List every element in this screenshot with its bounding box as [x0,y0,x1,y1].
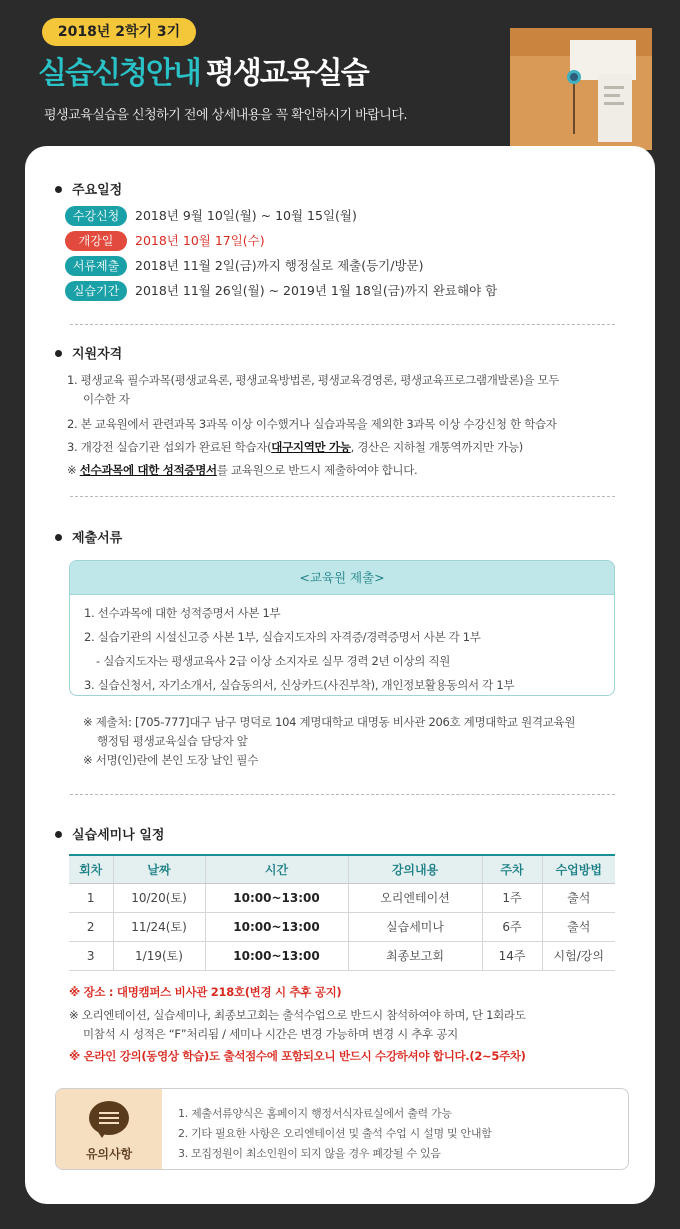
bullet-icon [55,186,62,193]
table-cell: 10:00~13:00 [205,883,348,912]
schedule-badge: 수강신청 [65,206,127,226]
schedule-badge: 서류제출 [65,256,127,276]
table-cell: 6주 [482,912,542,941]
signature-note: ※ 서명(인)란에 본인 도장 날인 필수 [83,753,259,767]
schedule-badge: 실습기간 [65,281,127,301]
document-item: 1. 선수과목에 대한 성적증명서 사본 1부 [84,606,281,620]
section-divider [70,794,615,795]
table-cell: 최종보고회 [348,941,482,970]
table-cell: 1/19(토) [113,941,205,970]
schedule-text: 2018년 11월 2일(금)까지 행정실로 제출(등기/방문) [135,257,424,273]
caution-item: 3. 모집정원이 최소인원이 되지 않을 경우 폐강될 수 있음 [178,1147,441,1160]
schedule-text: 2018년 9월 10일(월) ~ 10월 15일(월) [135,207,357,223]
column-header: 회차 [69,855,113,883]
table-cell: 11/24(토) [113,912,205,941]
submission-note-cont: 행정팀 평생교육실습 담당자 앞 [97,734,248,748]
seminar-heading: 실습세미나 일정 [55,824,164,843]
schedule-heading: 주요일정 [55,179,122,198]
table-cell: 10/20(토) [113,883,205,912]
highlight-text: 대구지역만 가능 [271,440,351,454]
document-item: 3. 실습신청서, 자기소개서, 실습동의서, 신상카드(사진부착), 개인정보활용동의서 각 1부 [84,678,515,692]
submission-note: ※ 제출처: [705-777]대구 남구 명덕로 104 계명대학교 대명동 비사관 206호 계명대학교 원격교육원 [83,715,576,729]
page-header [0,0,680,150]
schedule-item [65,230,265,250]
schedule-item [65,205,357,225]
highlight-text: 선수과목에 대한 성적증명서 [79,463,217,477]
title-part1: 실습신청안내 [38,56,200,91]
bullet-icon [55,350,62,357]
table-cell: 시험/강의 [542,941,615,970]
seminar-table [69,854,615,971]
qualification-item: 3. 개강전 실습기관 섭외가 완료된 학습자(대구지역만 가능, 경산은 지하철 개통역까지만 가능) [67,440,523,454]
documents-box-title: <교육원 제출> [70,561,614,595]
table-cell: 오리엔테이션 [348,883,482,912]
term-badge: 2018년 2학기 3기 [42,18,196,46]
column-header: 수업방법 [542,855,615,883]
column-header: 주차 [482,855,542,883]
speech-bubble-icon [89,1101,129,1135]
table-cell: 2 [69,912,113,941]
table-cell: 14주 [482,941,542,970]
qualification-item: 1. 평생교육 필수과목(평생교육론, 평생교육방법론, 평생교육경영론, 평생교육프로그램개발론)을 모두 [67,373,560,387]
qualification-heading: 지원자격 [55,343,122,362]
column-header: 날짜 [113,855,205,883]
attendance-note: ※ 오리엔테이션, 실습세미나, 최종보고회는 출석수업으로 반드시 참석하여야 하며, 단 1회라도 [69,1008,526,1022]
column-header: 시간 [205,855,348,883]
table-cell: 출석 [542,912,615,941]
table-row [69,883,615,912]
caution-item: 1. 제출서류양식은 홈페이지 행정서식자료실에서 출력 가능 [178,1107,452,1120]
table-cell: 출석 [542,883,615,912]
table-cell: 실습세미나 [348,912,482,941]
schedule-item [65,255,423,275]
schedule-badge: 개강일 [65,231,127,251]
section-divider [70,324,615,325]
title-part2: 평생교육실습 [205,56,368,91]
bullet-icon [55,831,62,838]
table-cell: 10:00~13:00 [205,941,348,970]
table-row [69,912,615,941]
documents-heading: 제출서류 [55,527,122,546]
content-card [25,146,655,1204]
caution-label-area [56,1089,162,1170]
table-header-row [69,855,615,883]
section-divider [70,496,615,497]
qualification-item-cont: 이수한 자 [83,392,130,406]
caution-label: 유의사항 [85,1147,133,1161]
attendance-note-cont: 미참석 시 성적은 “F”처리됨 / 세미나 시간은 변경 가능하며 변경 시 추후 공지 [83,1027,458,1041]
document-subitem: - 실습지도자는 평생교육사 2급 이상 소지자로 실무 경력 2년 이상의 직원 [96,654,451,668]
schedule-item [65,280,497,300]
page-subtitle: 평생교육실습을 신청하기 전에 상세내용을 꼭 확인하시기 바랍니다. [44,108,408,123]
table-cell: 3 [69,941,113,970]
schedule-text: 2018년 11월 26일(월) ~ 2019년 1월 18일(금)까지 완료해야 함 [135,282,498,298]
bullet-icon [55,534,62,541]
caution-item: 2. 기타 필요한 사항은 오리엔테이션 및 출석 수업 시 설명 및 안내함 [178,1127,492,1140]
envelope-illustration [510,28,652,150]
table-cell: 10:00~13:00 [205,912,348,941]
table-row [69,941,615,970]
envelope-clasp-icon [567,70,581,84]
qualification-item: 2. 본 교육원에서 관련과목 3과목 이상 이수했거나 실습과목을 제외한 3과목 이상 수강신청 한 학습자 [67,417,557,431]
schedule-text: 2018년 10월 17일(수) [135,232,265,248]
qualification-note: ※ 선수과목에 대한 성적증명서를 교육원으로 반드시 제출하여야 합니다. [67,463,418,477]
place-note: ※ 장소 : 대명캠퍼스 비사관 218호(변경 시 추후 공지) [69,985,342,999]
caution-box [55,1088,629,1170]
table-cell: 1주 [482,883,542,912]
table-cell: 1 [69,883,113,912]
documents-box [69,560,615,696]
column-header: 강의내용 [348,855,482,883]
page-title [38,48,368,92]
document-item: 2. 실습기관의 시설신고증 사본 1부, 실습지도자의 자격증/경력증명서 사본 각 1부 [84,630,481,644]
online-note: ※ 온라인 강의(동영상 학습)도 출석점수에 포함되오니 반드시 수강하셔야 합니다.(2~5주차) [69,1049,526,1063]
